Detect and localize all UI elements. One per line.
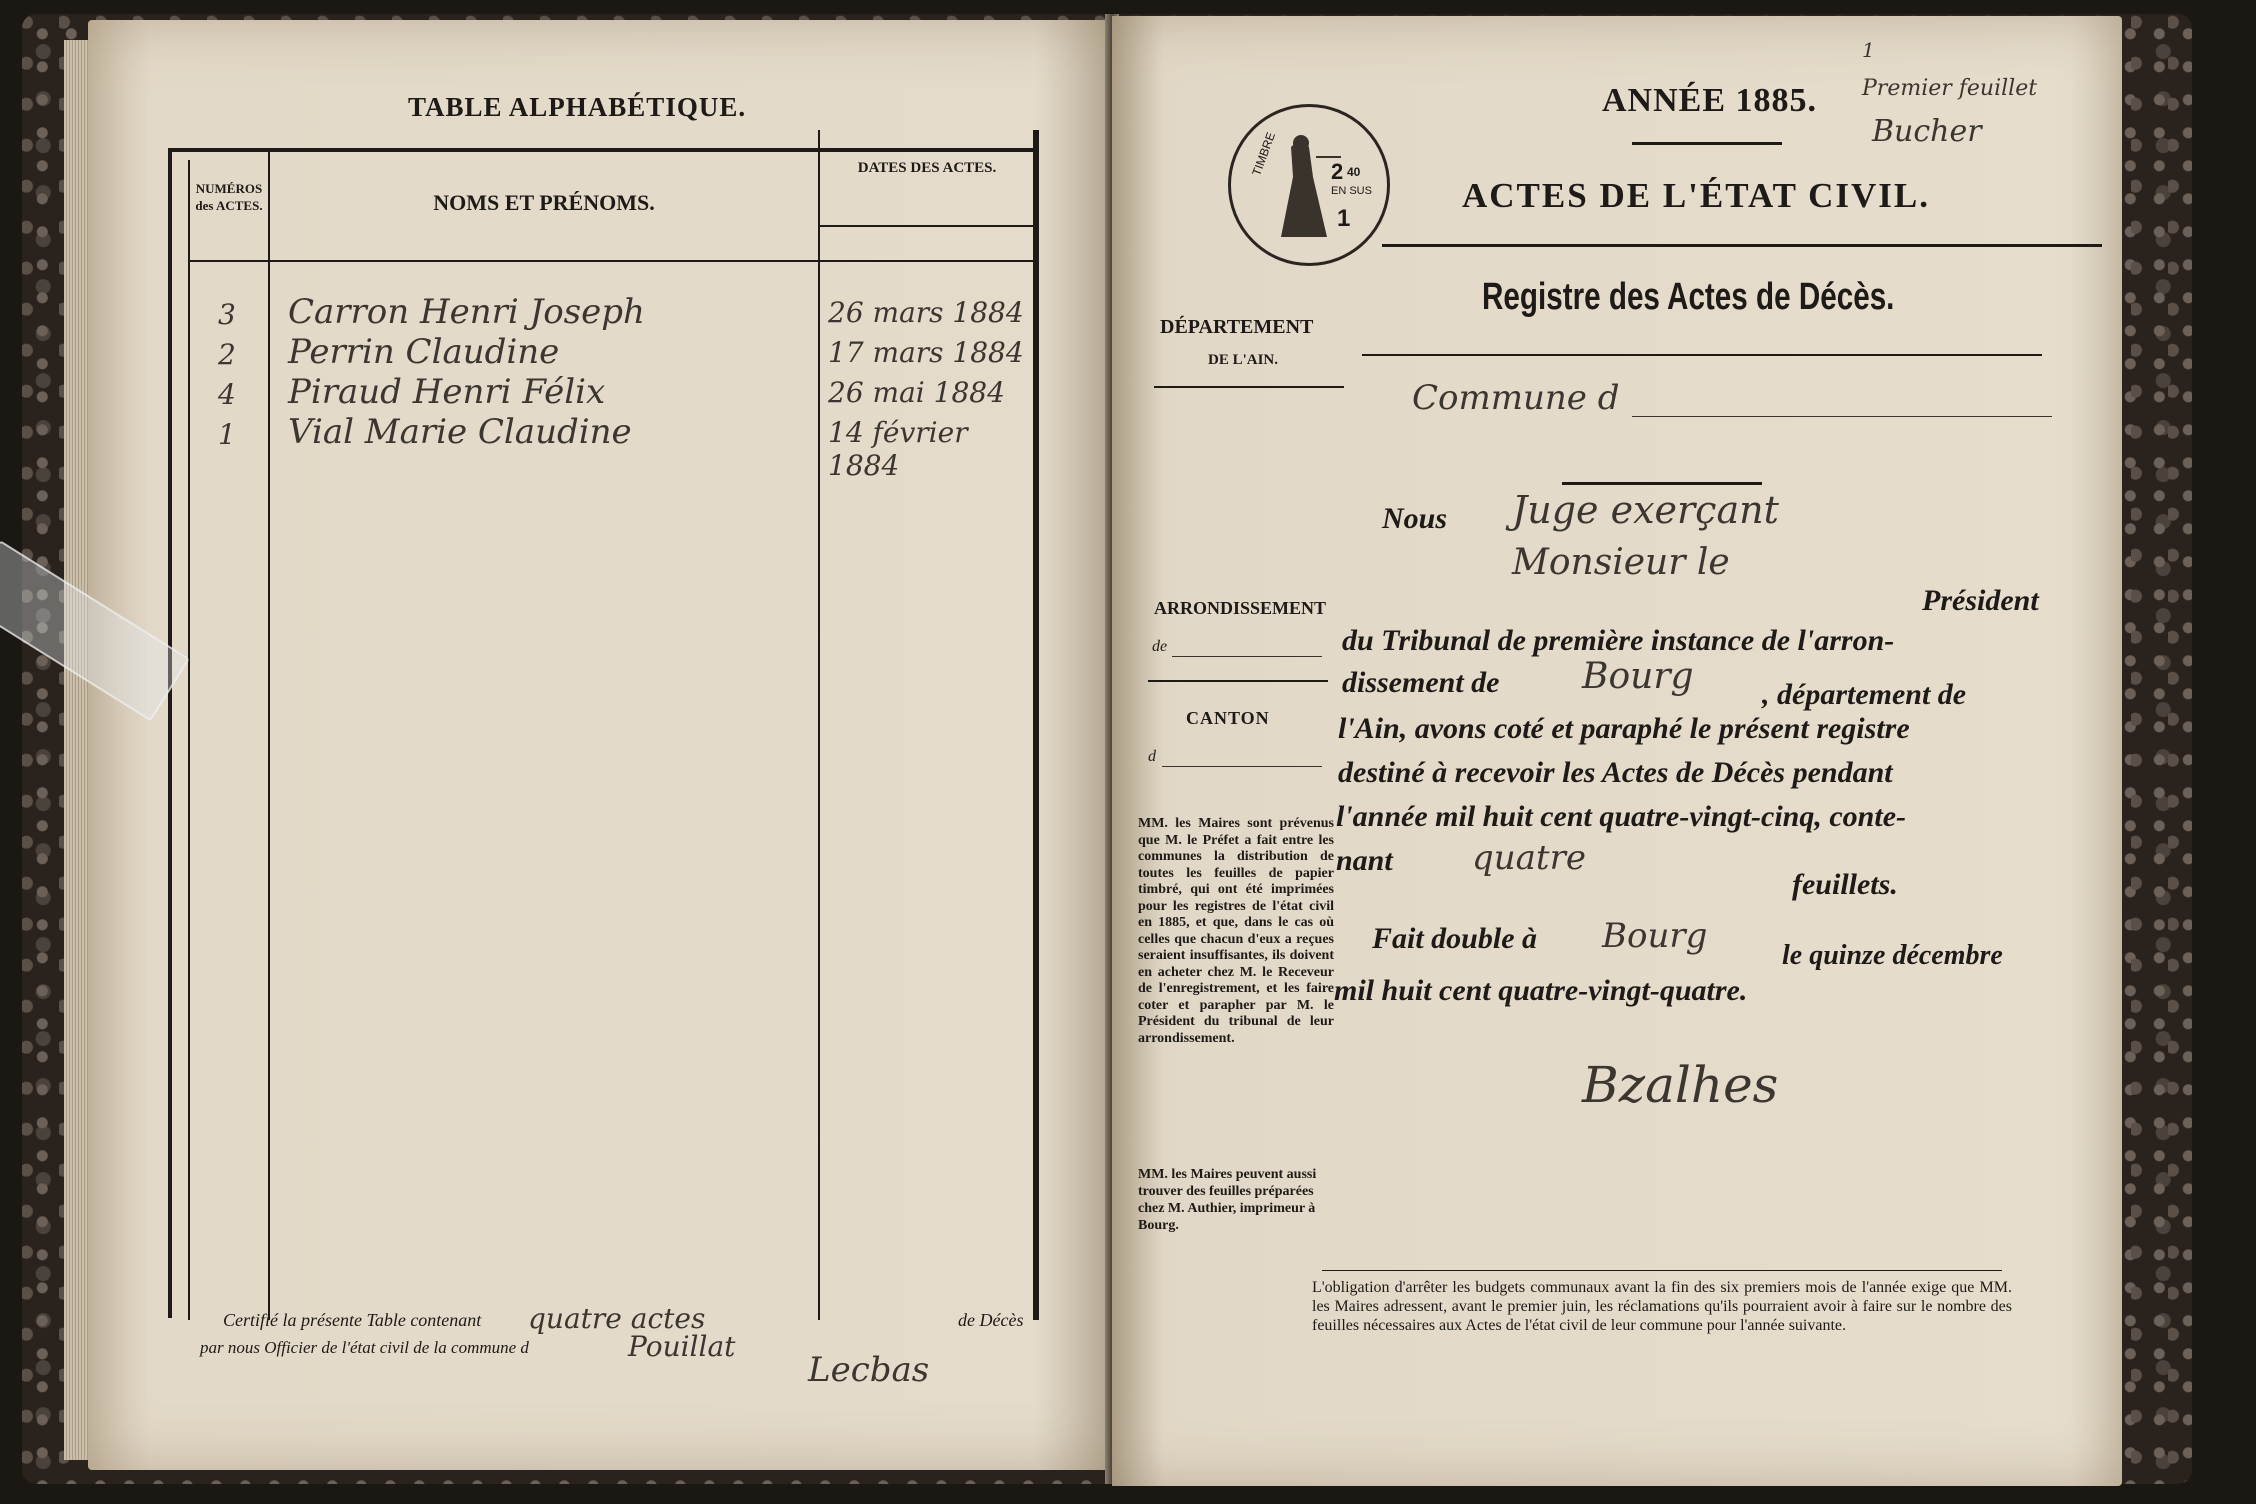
- dept-rule: [1154, 386, 1344, 388]
- year-title: ANNÉE 1885.: [1602, 82, 1818, 119]
- registre-title: Registre des Actes de Décès.: [1482, 276, 1895, 318]
- commune-label: Commune d: [1412, 378, 1620, 418]
- row-name: Carron Henri Joseph: [288, 292, 645, 332]
- departement-label: DÉPARTEMENT: [1160, 316, 1314, 338]
- stamp-sub: EN SUS: [1331, 185, 1372, 197]
- arrondissement-de: de: [1152, 638, 1168, 655]
- header-bottom-rule: [188, 260, 1036, 262]
- title-rule: [1382, 244, 2102, 247]
- row-name: Piraud Henri Félix: [288, 372, 606, 412]
- stamp-fraction: 40: [1347, 165, 1361, 179]
- note-imprimeur: MM. les Maires peuvent aussi trouver des feuilles préparées chez M. Authier, imprimeur à Bourg.: [1138, 1167, 1317, 1233]
- juge-text: Juge exerçant: [1512, 488, 1779, 532]
- table-row: [188, 412, 1034, 482]
- footer-notice: L'obligation d'arrêter les budgets communaux avant la fin des six premiers mois de l'année exige que MM. les Maires adressent, avant le premier juin, les réclamations qu'ils pourraient avoir à faire sur le nombre des feuilles nécessaires aux Actes de l'état civil de leur commune pour l'année suivante.: [1312, 1279, 2012, 1334]
- table-body: [188, 292, 1034, 482]
- decl-line-6a: nant: [1336, 844, 1393, 877]
- table-row: [188, 372, 1034, 412]
- row-number: 4: [218, 378, 236, 411]
- certification-line-2: par nous Officier de l'état civil de la commune d: [200, 1338, 529, 1357]
- decl-line-3: l'Ain, avons coté et paraphé le présent registre: [1338, 712, 1910, 745]
- actes-title: ACTES DE L'ÉTAT CIVIL.: [1462, 176, 1931, 215]
- president-word: Président: [1922, 584, 2039, 617]
- officer-signature: Lecbas: [808, 1350, 930, 1390]
- year-ornament: [1632, 142, 1782, 145]
- arrondissement-label: ARRONDISSEMENT: [1154, 598, 1327, 618]
- canton-d: d: [1148, 748, 1156, 765]
- row-name: Vial Marie Claudine: [288, 412, 632, 452]
- certification-suffix: de Décès: [958, 1310, 1024, 1330]
- departement-ain: DE L'AIN.: [1208, 352, 1279, 368]
- arr-rule: [1148, 680, 1328, 682]
- right-page: [1112, 16, 2122, 1486]
- decl-line-2a: dissement de: [1342, 666, 1500, 699]
- certification-count: quatre actes: [528, 1302, 706, 1335]
- tax-stamp: [1228, 104, 1390, 266]
- decl-line-6b: feuillets.: [1792, 868, 1898, 901]
- monsieur-text: Monsieur le: [1512, 542, 1730, 583]
- corner-number: 1: [1862, 38, 1875, 62]
- commune-line: [1632, 416, 2052, 417]
- ornament-rule: [1562, 482, 1762, 485]
- fait-double: Fait double à: [1372, 922, 1538, 955]
- quinze-text: le quinze décembre: [1782, 940, 2003, 971]
- table-title: TABLE ALPHABÉTIQUE.: [408, 92, 747, 122]
- decl-line-4: destiné à recevoir les Actes de Décès pendant: [1338, 756, 1893, 789]
- row-number: 3: [218, 298, 236, 331]
- stamp-mark: 1: [1337, 205, 1351, 232]
- row-name: Perrin Claudine: [288, 332, 560, 372]
- col-header-noms: NOMS ET PRÉNOMS.: [433, 190, 655, 215]
- table-row: [188, 332, 1034, 372]
- row-date: 17 mars 1884: [828, 336, 1024, 369]
- corner-note: Premier feuillet: [1862, 76, 2038, 101]
- quatre-text: quatre: [1472, 838, 1586, 878]
- bourg-text: Bourg: [1582, 656, 1694, 697]
- col-header-numeros: NUMÉROS des ACTES.: [195, 181, 263, 213]
- table-left-rule: [168, 148, 172, 1318]
- row-number: 1: [218, 418, 236, 451]
- decl-line-1: du Tribunal de première instance de l'arron-: [1342, 624, 1895, 657]
- certification-line-1: Certifié la présente Table contenant: [223, 1310, 482, 1330]
- stamp-price: 2: [1331, 159, 1344, 184]
- table-top-rule: [168, 148, 1038, 152]
- corner-signature: Bucher: [1872, 114, 1982, 149]
- nous-label: Nous: [1382, 502, 1448, 535]
- decl-line-8: mil huit cent quatre-vingt-quatre.: [1334, 974, 1748, 1007]
- president-signature: Bzalhes: [1582, 1056, 1779, 1114]
- decl-line-2b: , département de: [1762, 678, 1967, 711]
- table-row: [188, 292, 1034, 332]
- col-header-dates: DATES DES ACTES.: [857, 160, 997, 176]
- decl-line-5: l'année mil huit cent quatre-vingt-cinq, conte-: [1336, 800, 1906, 833]
- dates-header-rule: [818, 225, 1036, 227]
- bourg2-text: Bourg: [1602, 916, 1708, 956]
- arrondissement-line: [1172, 656, 1322, 657]
- commune-name: Pouillat: [628, 1330, 736, 1363]
- canton-label: CANTON: [1186, 708, 1270, 728]
- row-date: 26 mai 1884: [828, 376, 1005, 409]
- canton-line: [1162, 766, 1322, 767]
- row-date: 26 mars 1884: [828, 296, 1024, 329]
- footer-rule: [1322, 1270, 2002, 1271]
- left-page: [88, 20, 1118, 1470]
- row-date: 14 février 1884: [828, 416, 968, 482]
- note-timbre: MM. les Maires sont prévenus que M. le Préfet a fait entre les communes la distribution de toutes les feuilles de papier timbré, qui ont été imprimées pour les registres de l'état civil en 1885, et que, dans le cas où celles que chacun d'eux a reçues seraient insuffisantes, ils doivent en acheter chez M. le Receveur de l'enregistrement, et les faire coter et parapher par M. le Président du tribunal de leur arrondissement.: [1138, 816, 1334, 1046]
- row-number: 2: [218, 338, 236, 371]
- stamp-word: TIMBRE: [1249, 130, 1279, 178]
- registre-rule: [1362, 354, 2042, 356]
